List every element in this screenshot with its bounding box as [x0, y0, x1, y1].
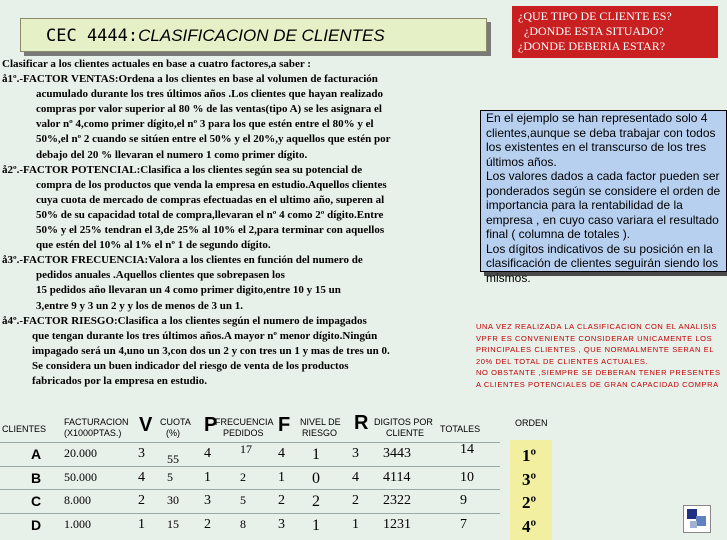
cell-r: 2	[352, 493, 359, 508]
example-note-line: ponderados según se considere el orden de	[486, 183, 721, 198]
cell-nivel: 1	[312, 446, 320, 463]
factors-description	[2, 57, 472, 389]
header-clientes: CLIENTES	[2, 424, 47, 434]
description-line: fabricados por la empresa en estudio.	[32, 374, 207, 387]
header-facturacion-unit: (X1000PTAS.)	[64, 428, 122, 438]
example-note-box	[480, 110, 727, 285]
header-frecuencia-unit: PEDIDOS	[223, 428, 264, 438]
cell-f: 4	[278, 446, 285, 461]
cell-cliente: A	[31, 446, 42, 462]
example-note-line: Los valores dados a cada factor pueden ser	[486, 169, 720, 183]
example-note-line: clasificación de clientes seguirán siendo los	[486, 256, 719, 270]
cell-frecuencia: 8	[240, 517, 246, 531]
logo-icon	[683, 505, 711, 533]
cell-v: 2	[138, 493, 145, 508]
cell-total: 10	[460, 470, 474, 485]
example-note-line: mismos.	[486, 270, 531, 285]
cell-cliente: C	[31, 493, 42, 509]
priority-note-line: 20% DEL TOTAL DE CLIENTES ACTUALES.	[476, 356, 649, 366]
question-2: ¿DONDE ESTA SITUADO?	[524, 24, 664, 38]
questions-box	[512, 6, 718, 58]
description-line: Se considera un buen indicador del riesgo de venta de los productos	[32, 359, 349, 372]
question-1: ¿QUE TIPO DE CLIENTE ES?	[518, 9, 672, 23]
description-line: debajo del 20 % llevaran el numero 1 como primer dígito.	[36, 148, 308, 161]
description-line: acumulado durante los tres últimos años .Los clientes que hayan realizado	[36, 88, 384, 101]
cell-digitos: 2322	[383, 493, 411, 508]
description-line: compras por valor superior al 80 % de las ventas(tipo A) se les asignara el	[36, 103, 382, 116]
header-nivel-unit: RIESGO	[302, 428, 338, 438]
description-line: å4º.-FACTOR RIESGO:Clasifica a los clientes según el numero de impagados	[2, 314, 367, 327]
example-note-line: clientes,aunque se deba trabajar con todos	[486, 125, 716, 140]
cell-facturacion: 1.000	[64, 517, 91, 531]
cell-nivel: 0	[312, 470, 320, 487]
header-nivel: NIVEL DE	[300, 417, 341, 427]
header-frecuencia: FRECUENCIA	[215, 417, 274, 427]
cell-digitos: 3443	[383, 446, 411, 461]
cell-r: 1	[352, 517, 359, 532]
cell-digitos: 1231	[383, 517, 411, 532]
description-line: å1º.-FACTOR VENTAS:Ordena a los clientes en base al volumen de facturación	[2, 73, 378, 86]
header-p: P	[204, 414, 218, 436]
cell-f: 3	[278, 517, 285, 532]
cell-orden: 3º	[522, 470, 537, 489]
example-note-line: Los dígitos indicativos de su posición en la	[486, 241, 713, 256]
cell-cuota: 30	[167, 493, 179, 507]
cell-orden: 1º	[522, 446, 537, 465]
cell-orden: 2º	[522, 493, 537, 512]
cell-v: 1	[138, 517, 145, 532]
description-line: pedidos anuales .Aquellos clientes que sobrepasen los	[36, 269, 285, 282]
header-f: F	[278, 414, 291, 436]
description-line: que tengan durante los tres últimos años.A mayor nº menor dígito.Ningún	[32, 329, 378, 342]
priority-note	[476, 321, 720, 390]
title-name: CLASIFICACION DE CLIENTES	[138, 26, 385, 45]
priority-note-line: VPFR ES CONVENIENTE CONSIDERAR UNICAMENTE LOS	[476, 333, 713, 343]
row-divider	[0, 489, 500, 490]
cell-v: 4	[138, 470, 145, 485]
header-facturacion: FACTURACION	[64, 417, 129, 427]
cell-p: 3	[204, 493, 211, 508]
row-divider	[0, 466, 500, 467]
header-orden: ORDEN	[515, 418, 548, 428]
header-digitos: DIGITOS POR	[374, 417, 433, 427]
description-line: impagado será un 4,uno un 3,con dos un 2 y con tres un 1 y mas de tres un 0.	[32, 344, 390, 357]
cell-p: 1	[204, 470, 211, 485]
description-line: Clasificar a los clientes actuales en base a cuatro factores,a saber :	[2, 58, 311, 70]
example-note-line: En el ejemplo se han representado solo 4	[486, 111, 708, 125]
priority-note-line: A CLIENTES POTENCIALES DE GRAN CAPACIDAD COMPRA	[476, 379, 719, 389]
cell-cliente: D	[31, 517, 42, 533]
cell-v: 3	[138, 446, 145, 461]
cell-r: 3	[352, 446, 359, 461]
example-note-line: final ( columna de totales ).	[486, 227, 631, 241]
header-digitos-unit: CLIENTE	[386, 428, 425, 438]
cell-r: 4	[352, 470, 359, 485]
priority-note-line: PRINCIPALES CLIENTES , QUE NORMALMENTE SERAN EL	[476, 345, 715, 354]
title-code: CEC 4444:	[46, 26, 139, 46]
cell-cuota: 5	[167, 470, 173, 484]
priority-note-line: NO OBSTANTE ,SIEMPRE SE DEBERAN TENER PRESENTES	[476, 368, 721, 377]
cell-total: 9	[460, 493, 467, 508]
description-line: cuya cuota de mercado de compras efectuadas en el ultimo año, superen al	[36, 193, 385, 206]
cell-f: 2	[278, 493, 285, 508]
example-note-line: últimos años.	[486, 154, 557, 169]
cell-frecuencia: 17	[240, 442, 252, 456]
cell-total: 7	[460, 517, 467, 532]
cell-p: 2	[204, 517, 211, 532]
cell-digitos: 4114	[383, 470, 411, 485]
cell-nivel: 1	[312, 517, 320, 534]
description-line: valor nº 4,como primer dígito,el nº 3 para los que estén entre el 80% y el	[36, 118, 374, 131]
cell-frecuencia: 5	[240, 493, 246, 507]
cell-total: 14	[460, 442, 474, 457]
description-line: compra de los productos que venda la empresa en estudio.Aquellos clientes	[36, 178, 387, 191]
header-cuota: CUOTA	[160, 417, 191, 427]
description-line: 50% de su capacidad total de compra,llevaran el nº 4 como 2º dígito.Entre	[36, 208, 384, 221]
description-line: å3º.-FACTOR FRECUENCIA:Valora a los clientes en función del numero de	[2, 254, 363, 267]
cell-facturacion: 8.000	[64, 493, 91, 507]
priority-note-line: UNA VEZ REALIZADA LA CLASIFICACION CON EL ANALISIS	[476, 322, 718, 331]
header-r: R	[354, 412, 369, 434]
header-cuota-unit: (%)	[166, 428, 180, 438]
cell-facturacion: 20.000	[64, 446, 97, 460]
cell-frecuencia: 2	[240, 470, 246, 484]
row-divider	[0, 513, 500, 514]
question-3: ¿DONDE DEBERIA ESTAR?	[518, 39, 666, 53]
cell-cuota: 15	[167, 517, 179, 531]
header-totales: TOTALES	[440, 424, 481, 434]
description-line: que estén del 10% al 1% el nº 1 de segundo dígito.	[36, 239, 271, 252]
description-line: 15 pedidos año llevaran un 4 como primer digito,entre 10 y 15 un	[36, 284, 341, 297]
cell-nivel: 2	[312, 493, 320, 510]
description-line: 50% y el 25% tendran el 3,de 25% al 10% el 2,para terminar con aquellos	[36, 224, 385, 237]
cell-f: 1	[278, 470, 285, 485]
header-v: V	[139, 414, 153, 436]
cell-p: 4	[204, 446, 211, 461]
description-line: 3,entre 9 y 3 un 2 y y los de menos de 3 un 1.	[36, 299, 243, 312]
cell-facturacion: 50.000	[64, 470, 97, 484]
page-title	[46, 26, 385, 46]
description-line: 50%,el nº 2 cuando se sitúen entre el 50% y el 20%,y aquellos que estén por	[36, 133, 391, 146]
example-note-line: empresa , en cuyo caso variara el resultado	[486, 212, 719, 227]
cell-cliente: B	[31, 470, 42, 486]
example-note-line: importancia para la rentabilidad de la	[486, 198, 683, 212]
cell-cuota: 55	[167, 452, 179, 466]
example-note-line: los existentes en el transcurso de los tres	[486, 140, 707, 154]
cell-orden: 4º	[522, 517, 537, 536]
description-line: å2º.-FACTOR POTENCIAL:Clasifica a los clientes según sea su potencial de	[2, 163, 363, 176]
